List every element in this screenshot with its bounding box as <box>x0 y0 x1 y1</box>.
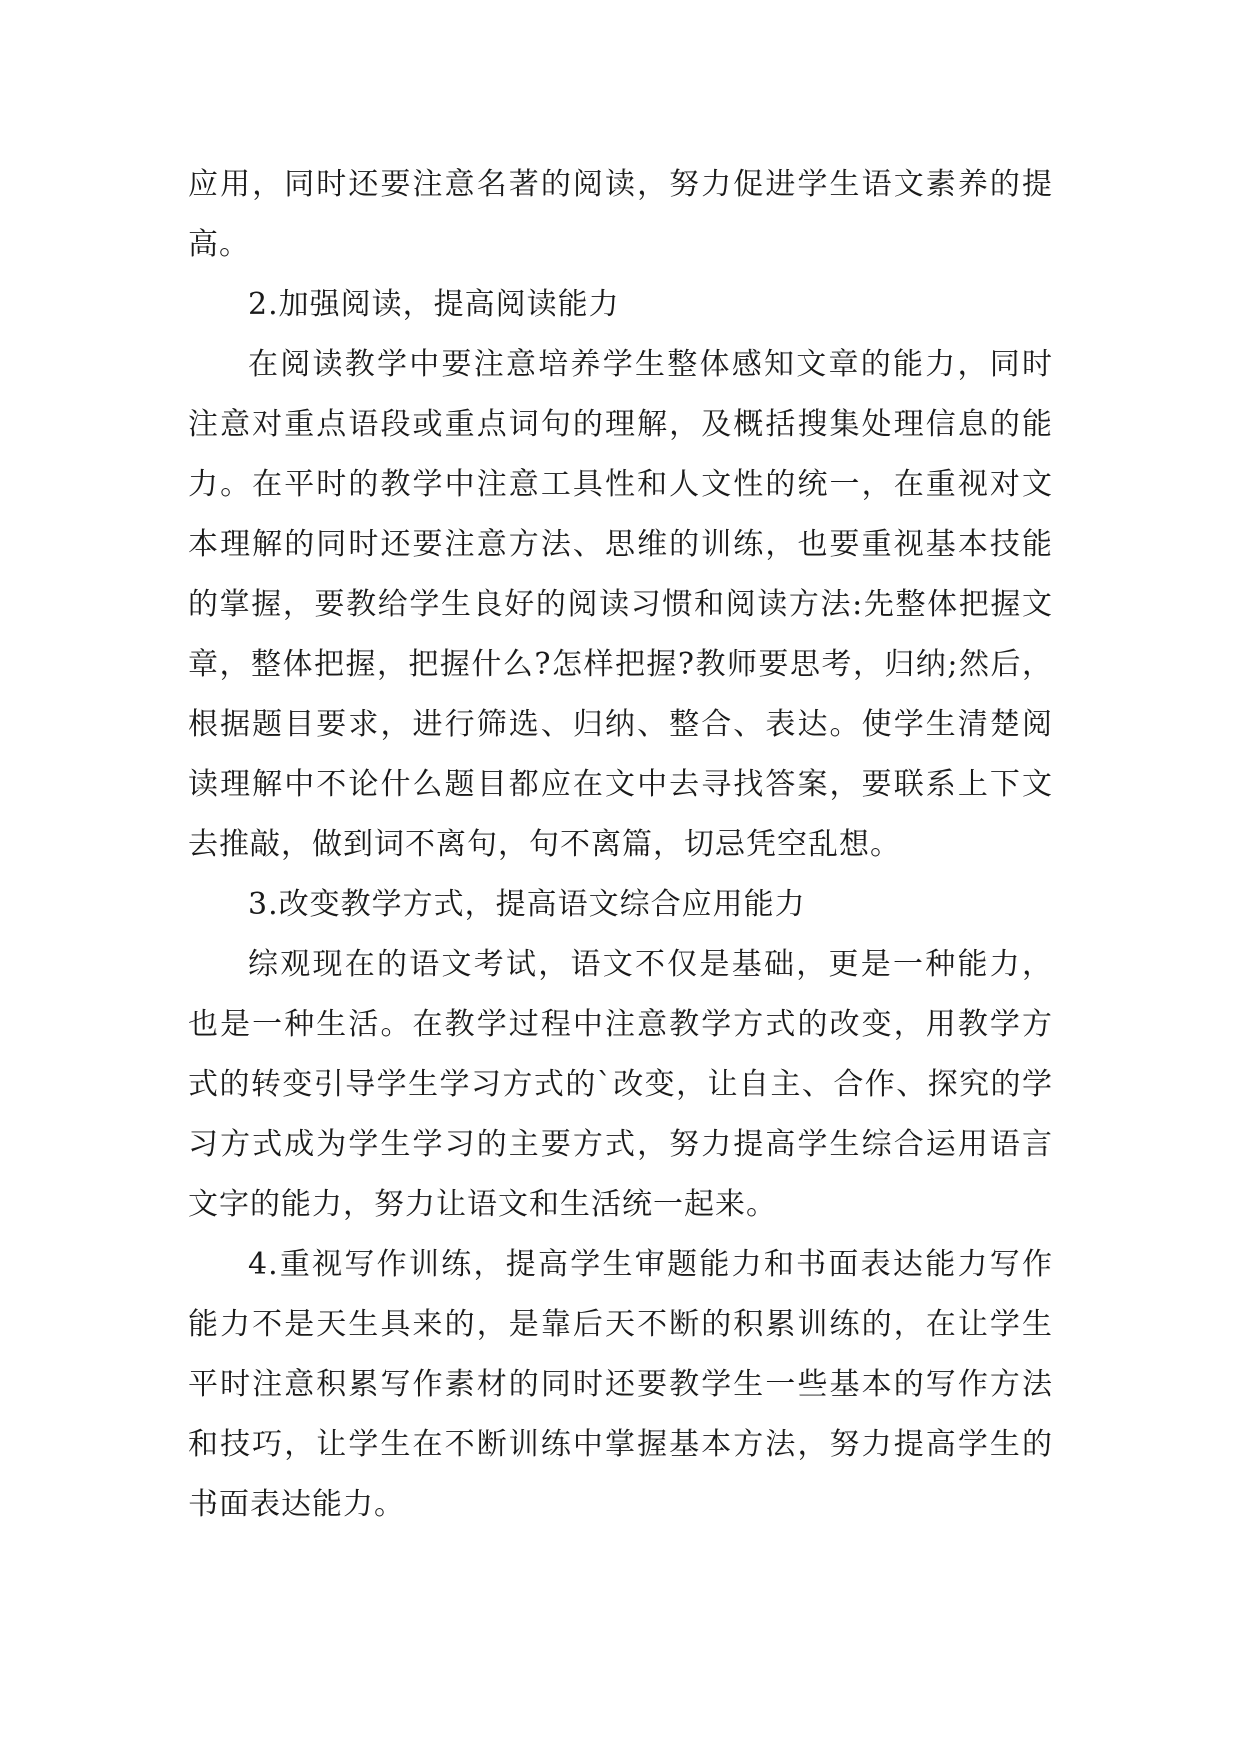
section-heading-2: 2.加强阅读，提高阅读能力 <box>248 287 620 322</box>
paragraph-writing: 4.重视写作训练，提高学生审题能力和书面表达能力写作能力不是天生具来的，是靠后天不断的积累训练的，在让学生平时注意积累写作素材的同时还要教学生一些基本的写作方法和技巧，让学生在不断训练中掌握基本方法，努力提高学生的书面表达能力。 <box>188 1247 1053 1522</box>
section-heading-3: 3.改变教学方式，提高语文综合应用能力 <box>248 887 806 922</box>
paragraph-teaching-method: 综观现在的语文考试，语文不仅是基础，更是一种能力，也是一种生活。在教学过程中注意教学方式的改变，用教学方式的转变引导学生学习方式的`改变，让自主、合作、探究的学习方式成为学生学习的主要方式，努力提高学生综合运用语言文字的能力，努力让语文和生活统一起来。 <box>188 947 1053 1222</box>
paragraph-continuation: 应用，同时还要注意名著的阅读，努力促进学生语文素养的提高。 <box>188 167 1053 262</box>
document-body <box>188 155 1053 1535</box>
paragraph-reading: 在阅读教学中要注意培养学生整体感知文章的能力，同时注意对重点语段或重点词句的理解，及概括搜集处理信息的能力。在平时的教学中注意工具性和人文性的统一，在重视对文本理解的同时还要注意方法、思维的训练，也要重视基本技能的掌握，要教给学生良好的阅读习惯和阅读方法:先整体把握文章，整体把握，把握什么?怎样把握?教师要思考，归纳;然后，根据题目要求，进行筛选、归纳、整合、表达。使学生清楚阅读理解中不论什么题目都应在文中去寻找答案，要联系上下文去推敲，做到词不离句，句不离篇，切忌凭空乱想。 <box>188 347 1053 862</box>
